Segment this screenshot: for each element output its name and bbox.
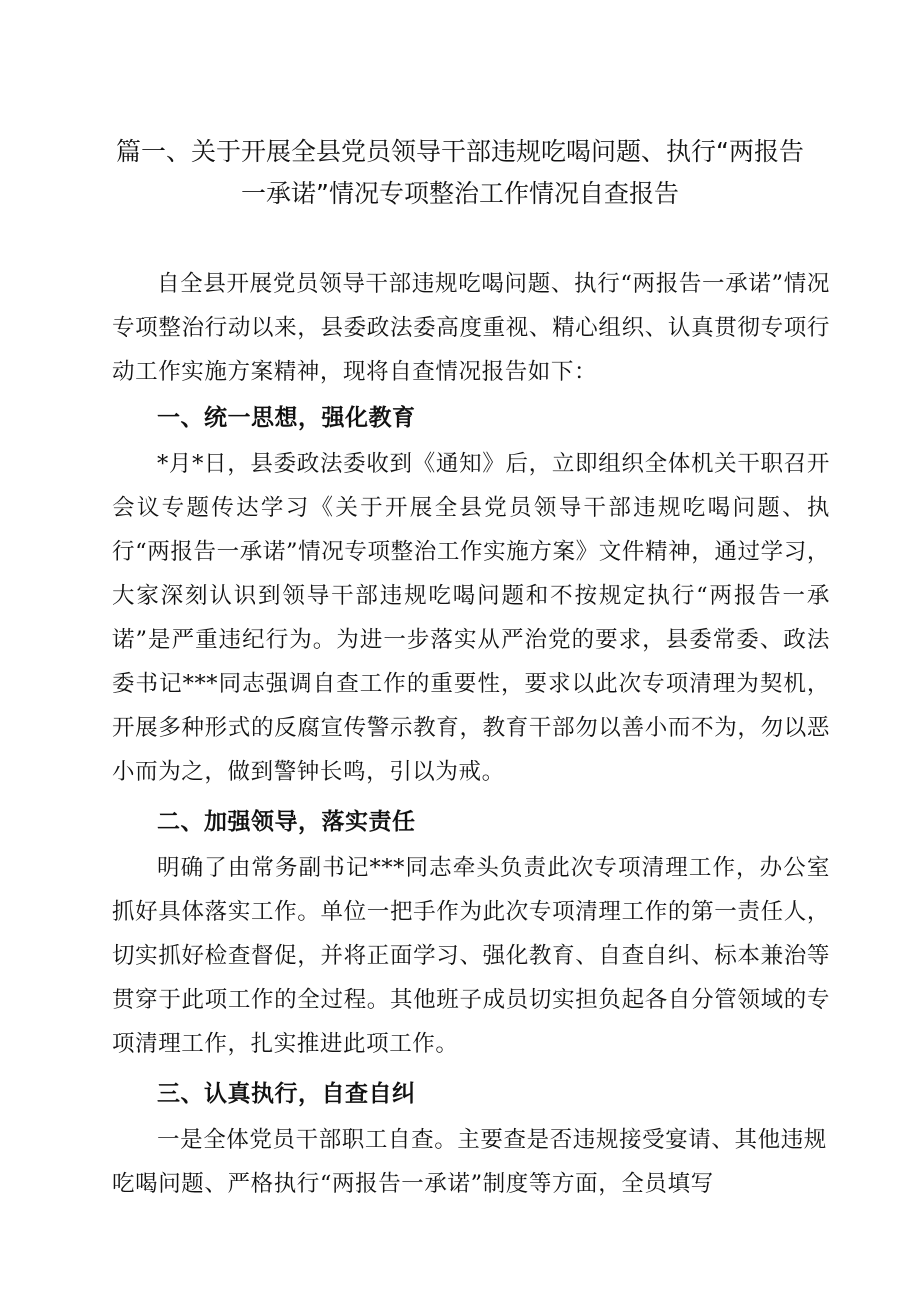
section-3-paragraph: 一是全体党员干部职工自查。主要查是否违规接受宴请、其他违规吃喝问题、严格执行“两报告一承诺”制度等方面，全员填写 [112,1127,827,1197]
section-1-heading: 一、统一思想，强化教育 [157,405,416,431]
intro-paragraph: 自全县开展党员领导干部违规吃喝问题、执行“两报告一承诺”情况专项整治行动以来，县委政法委高度重视、精心组织、认真贯彻专项行动工作实施方案精神，现将自查情况报告如下： [112,271,830,385]
section-3-heading: 三、认真执行，自查自纠 [157,1081,416,1107]
document-title-line-2: 一承诺”情况专项整治工作情况自查报告 [241,179,679,208]
section-2-paragraph: 明确了由常务副书记***同志牵头负责此次专项清理工作，办公室抓好具体落实工作。单位一把手作为此次专项清理工作的第一责任人，切实抓好检查督促，并将正面学习、强化教育、自查自纠、标本兼治等贯穿于此项工作的全过程。其他班子成员切实担负起各自分管领域的专项清理工作，扎实推进此项工作。 [112,855,830,1057]
section-1-paragraph: *月*日，县委政法委收到《通知》后，立即组织全体机关干职召开会议专题传达学习《关于开展全县党员领导干部违规吃喝问题、执行“两报告一承诺”情况专项整治工作实施方案》文件精神，通过学习，大家深刻认识到领导干部违规吃喝问题和不按规定执行“两报告一承诺”是严重违纪行为。为进一步落实从严治党的要求，县委常委、政法委书记***同志强调自查工作的重要性，要求以此次专项清理为契机，开展多种形式的反腐宣传警示教育，教育干部勿以善小而不为，勿以恶小而为之，做到警钟长鸣，引以为戒。 [112,451,830,785]
document-body [112,262,830,1206]
document-title-line-1: 篇一、关于开展全县党员领导干部违规吃喝问题、执行“两报告 [116,137,804,166]
section-2-heading: 二、加强领导，落实责任 [157,809,416,835]
